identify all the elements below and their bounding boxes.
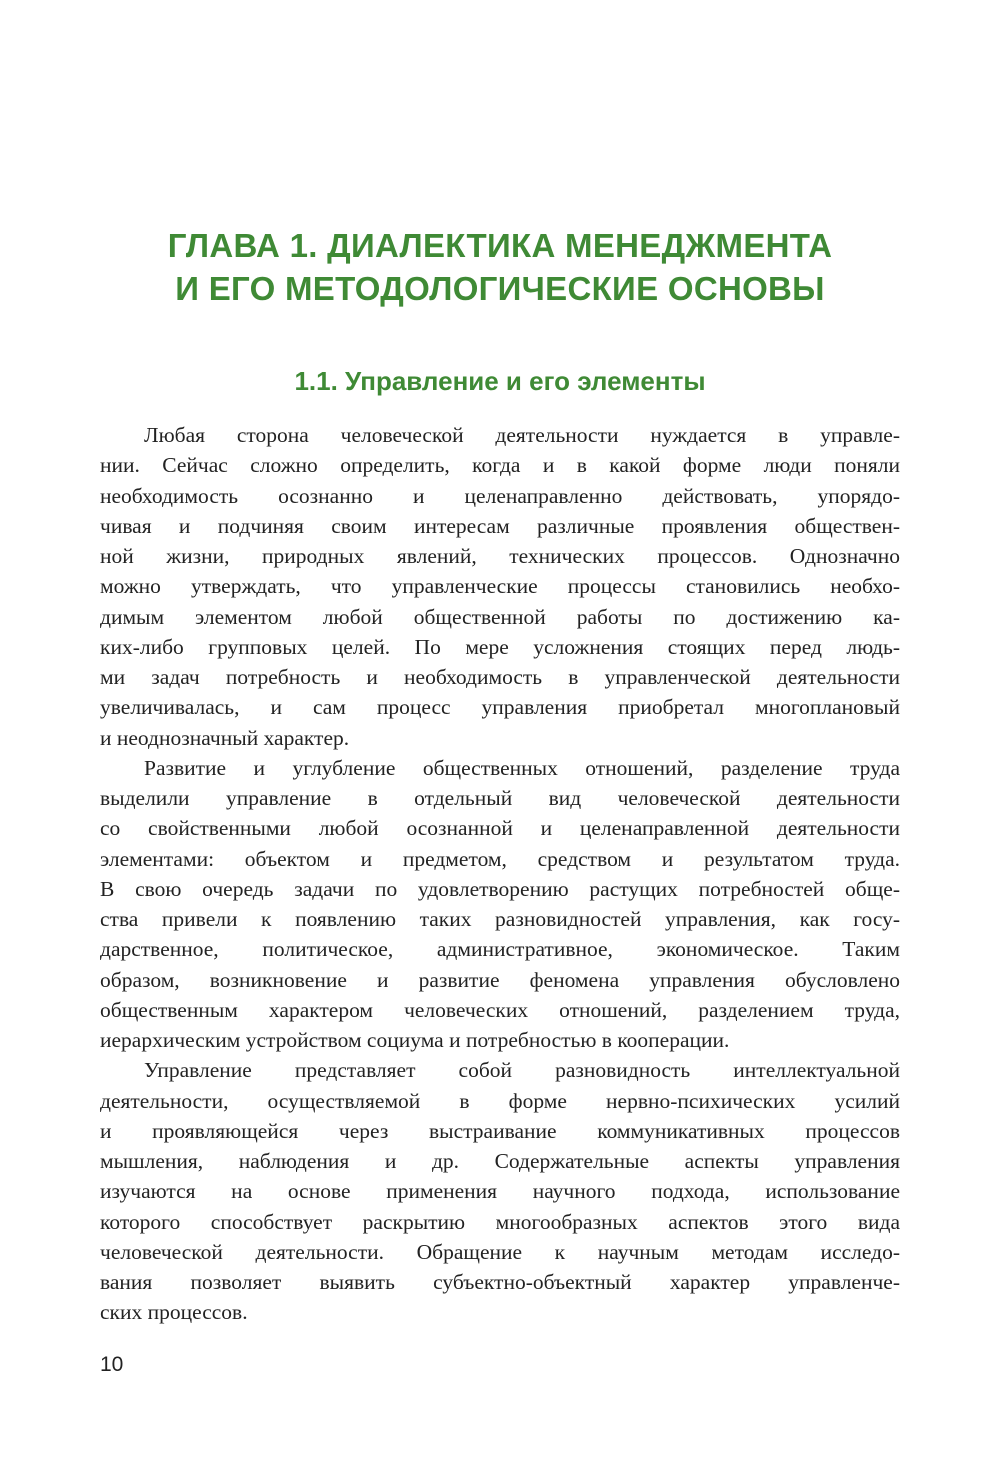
text-line: ной жизни, природных явлений, технических процессов. Однозначно	[100, 544, 900, 568]
text-line: Любая сторона человеческой деятельности нуждается в управле-	[144, 423, 900, 447]
paragraph-1	[100, 420, 900, 753]
chapter-title-line-1: ГЛАВА 1. ДИАЛЕКТИКА МЕНЕДЖМЕНТА	[167, 227, 833, 264]
text-line: изучаются на основе применения научного подхода, использование	[100, 1179, 900, 1204]
paragraph-2	[100, 753, 900, 1056]
text-line: и проявляющейся через выстраивание коммуникативных процессов	[100, 1118, 900, 1143]
text-line: необходимость осознанно и целенаправленно действовать, упорядо-	[100, 483, 900, 508]
body-text	[100, 420, 900, 1328]
chapter-title	[100, 224, 900, 310]
chapter-title-line-2: И ЕГО МЕТОДОЛОГИЧЕСКИЕ ОСНОВЫ	[175, 270, 825, 307]
text-line: В свою очередь задачи по удовлетворению растущих потребностей обще-	[100, 876, 900, 901]
text-line: нии. Сейчас сложно определить, когда и в какой форме люди поняли	[100, 453, 900, 478]
text-line: можно утверждать, что управленческие процессы становились необхо-	[100, 574, 900, 599]
section-title: 1.1. Управление и его элементы	[294, 366, 706, 396]
text-line: димым элементом любой общественной работы по достижению ка-	[100, 604, 900, 629]
text-line: общественным характером человеческих отношений, разделением труда,	[100, 997, 900, 1022]
paragraph-3	[100, 1055, 900, 1327]
text-line: элементами: объектом и предметом, средством и результатом труда.	[100, 846, 900, 871]
text-line: со свойственными любой осознанной и целенаправленной деятельности	[100, 816, 900, 841]
text-line: деятельности, осуществляемой в форме нервно-психических усилий	[100, 1088, 900, 1113]
text-line: чивая и подчиняя своим интересам различные проявления обществен-	[100, 513, 900, 538]
page-number: 10	[100, 1353, 124, 1376]
text-line: которого способствует раскрытию многообразных аспектов этого вида	[100, 1209, 900, 1234]
text-line: ства привели к появлению таких разновидностей управления, как госу-	[100, 907, 900, 931]
text-line: иерархическим устройством социума и потребностью в кооперации.	[100, 1028, 730, 1052]
text-line: человеческой деятельности. Обращение к научным методам исследо-	[100, 1239, 900, 1264]
text-line: ми задач потребность и необходимость в управленческой деятельности	[100, 665, 900, 689]
text-line: увеличивалась, и сам процесс управления приобретал многоплановый	[100, 695, 900, 720]
text-line: дарственное, политическое, административное, экономическое. Таким	[100, 937, 900, 962]
text-line: ких-либо групповых целей. По мере усложнения стоящих перед людь-	[100, 634, 900, 659]
text-line: образом, возникновение и развитие феномена управления обусловлено	[100, 967, 900, 992]
text-line: и неоднозначный характер.	[100, 725, 350, 750]
text-line: Управление представляет собой разновидность интеллектуальной	[144, 1058, 900, 1083]
text-line: Развитие и углубление общественных отношений, разделение труда	[144, 755, 900, 780]
text-line: выделили управление в отдельный вид человеческой деятельности	[100, 786, 900, 810]
text-line: ских процессов.	[100, 1300, 248, 1325]
text-line: вания позволяет выявить субъектно-объектный характер управленче-	[100, 1270, 900, 1294]
text-line: мышления, наблюдения и др. Содержательные аспекты управления	[100, 1149, 900, 1173]
